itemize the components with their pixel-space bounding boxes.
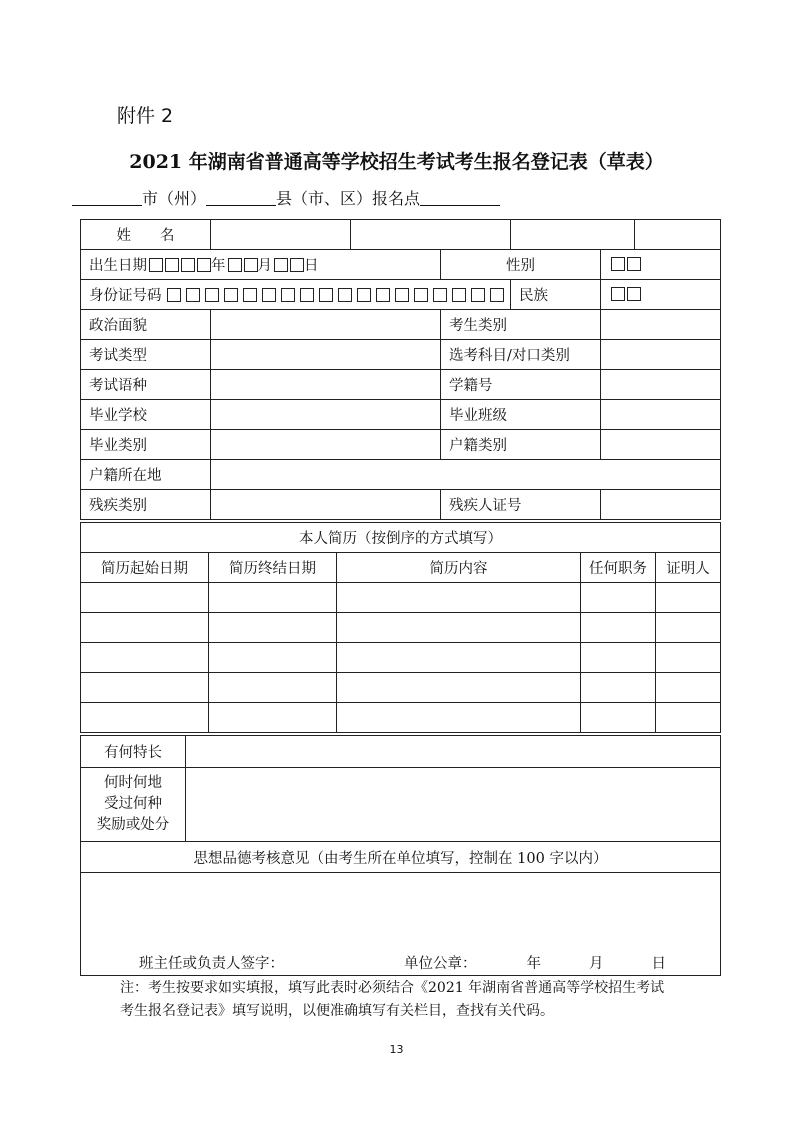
specialty-label: 有何特长 bbox=[81, 736, 186, 768]
resume-cell[interactable] bbox=[81, 673, 209, 703]
digit-box[interactable] bbox=[149, 258, 163, 272]
table-row bbox=[81, 583, 721, 613]
resume-cell[interactable] bbox=[81, 613, 209, 643]
resume-cell[interactable] bbox=[209, 643, 337, 673]
opinion-heading: 思想品德考核意见（由考生所在单位填写，控制在 100 字以内） bbox=[81, 842, 721, 873]
digit-box[interactable] bbox=[490, 288, 504, 302]
resume-cell[interactable] bbox=[656, 643, 721, 673]
unit-seal-label: 单位公章： bbox=[404, 956, 477, 972]
language-field[interactable] bbox=[211, 370, 441, 400]
resume-cell[interactable] bbox=[581, 583, 656, 613]
resume-cell[interactable] bbox=[656, 583, 721, 613]
resume-col-end: 简历终结日期 bbox=[209, 553, 337, 583]
digit-box[interactable] bbox=[165, 258, 179, 272]
resume-cell[interactable] bbox=[581, 703, 656, 733]
gender-label: 性别 bbox=[441, 250, 601, 280]
exam-type-field[interactable] bbox=[211, 340, 441, 370]
resume-cell[interactable] bbox=[337, 613, 581, 643]
footnote-line: 考生报名登记表》填写说明，以便准确填写有关栏目，查找有关代码。 bbox=[120, 1003, 554, 1019]
graduation-type-field[interactable] bbox=[211, 430, 441, 460]
politics-field[interactable] bbox=[211, 310, 441, 340]
resume-cell[interactable] bbox=[581, 643, 656, 673]
digit-box[interactable] bbox=[319, 288, 333, 302]
school-field[interactable] bbox=[211, 400, 441, 430]
info-table bbox=[80, 219, 721, 520]
digit-box[interactable] bbox=[414, 288, 428, 302]
resume-cell[interactable] bbox=[656, 613, 721, 643]
digit-box[interactable] bbox=[627, 257, 641, 271]
disability-type-field[interactable] bbox=[211, 490, 441, 520]
specialty-field[interactable] bbox=[186, 736, 721, 768]
footnote bbox=[120, 977, 720, 1023]
class-label: 毕业班级 bbox=[441, 400, 601, 430]
candidate-type-label: 考生类别 bbox=[441, 310, 601, 340]
digit-box[interactable] bbox=[471, 288, 485, 302]
student-number-label: 学籍号 bbox=[441, 370, 601, 400]
ethnicity-boxes bbox=[601, 280, 721, 310]
resume-cell[interactable] bbox=[337, 583, 581, 613]
resume-cell[interactable] bbox=[209, 673, 337, 703]
awards-label-line: 受过何种 bbox=[104, 796, 162, 812]
disability-cert-label: 残疾人证号 bbox=[441, 490, 601, 520]
teacher-signature-label: 班主任或负责人签字： bbox=[139, 956, 284, 972]
resume-cell[interactable] bbox=[337, 673, 581, 703]
subject-field[interactable] bbox=[601, 340, 721, 370]
name-field[interactable] bbox=[211, 220, 351, 250]
digit-box[interactable] bbox=[281, 288, 295, 302]
awards-label-line: 奖励或处分 bbox=[96, 817, 170, 833]
digit-box[interactable] bbox=[627, 287, 641, 301]
hukou-type-field[interactable] bbox=[601, 430, 721, 460]
resume-cell[interactable] bbox=[656, 703, 721, 733]
resume-table bbox=[80, 522, 721, 733]
digit-box[interactable] bbox=[167, 288, 181, 302]
table-row bbox=[81, 673, 721, 703]
digit-box[interactable] bbox=[300, 288, 314, 302]
table-row bbox=[81, 613, 721, 643]
birth-date-row bbox=[81, 250, 441, 280]
digit-box[interactable] bbox=[433, 288, 447, 302]
resume-cell[interactable] bbox=[581, 673, 656, 703]
name-label: 姓 名 bbox=[81, 220, 211, 250]
birth-date-label: 出生日期 bbox=[89, 258, 147, 274]
month-label: 月 bbox=[257, 258, 272, 274]
name-field-2[interactable] bbox=[351, 220, 511, 250]
resume-cell[interactable] bbox=[81, 643, 209, 673]
name-field-3[interactable] bbox=[511, 220, 635, 250]
exam-type-label: 考试类型 bbox=[81, 340, 211, 370]
signature-month-label: 月 bbox=[589, 956, 604, 972]
resume-cell[interactable] bbox=[209, 703, 337, 733]
county-blank[interactable] bbox=[206, 189, 276, 206]
footnote-line: 注：考生按要求如实填报，填写此表时必须结合《2021 年湖南省普通高等学校招生考试 bbox=[120, 980, 665, 996]
digit-box[interactable] bbox=[262, 288, 276, 302]
politics-label: 政治面貌 bbox=[81, 310, 211, 340]
city-blank[interactable] bbox=[72, 189, 142, 206]
digit-box[interactable] bbox=[181, 258, 195, 272]
year-label: 年 bbox=[211, 258, 226, 274]
resume-col-start: 简历起始日期 bbox=[81, 553, 209, 583]
hukou-place-label: 户籍所在地 bbox=[81, 460, 211, 490]
digit-box[interactable] bbox=[611, 287, 625, 301]
resume-heading: 本人简历（按倒序的方式填写） bbox=[81, 523, 721, 553]
signature-day-label: 日 bbox=[651, 956, 666, 972]
table-row bbox=[81, 703, 721, 733]
city-label: 市（州） bbox=[142, 189, 207, 208]
opinion-field[interactable] bbox=[81, 873, 721, 976]
digit-box[interactable] bbox=[274, 258, 288, 272]
digit-box[interactable] bbox=[244, 258, 258, 272]
form-title: 2021 年湖南省普通高等学校招生考试考生报名登记表（草表） bbox=[129, 151, 664, 173]
disability-type-label: 残疾类别 bbox=[81, 490, 211, 520]
table-row bbox=[81, 643, 721, 673]
signature-year-label: 年 bbox=[526, 956, 541, 972]
class-field[interactable] bbox=[601, 400, 721, 430]
graduation-type-label: 毕业类别 bbox=[81, 430, 211, 460]
digit-box[interactable] bbox=[290, 258, 304, 272]
id-number-row bbox=[81, 280, 511, 310]
resume-col-content: 简历内容 bbox=[337, 553, 581, 583]
disability-cert-field[interactable] bbox=[601, 490, 721, 520]
resume-cell[interactable] bbox=[656, 673, 721, 703]
digit-box[interactable] bbox=[395, 288, 409, 302]
resume-col-witness: 证明人 bbox=[656, 553, 721, 583]
resume-cell[interactable] bbox=[337, 643, 581, 673]
hukou-type-label: 户籍类别 bbox=[441, 430, 601, 460]
resume-cell[interactable] bbox=[337, 703, 581, 733]
digit-box[interactable] bbox=[224, 288, 238, 302]
digit-box[interactable] bbox=[197, 258, 211, 272]
digit-box[interactable] bbox=[338, 288, 352, 302]
ethnicity-label: 民族 bbox=[511, 280, 601, 310]
registration-place-line bbox=[72, 186, 500, 209]
id-number-label: 身份证号码 bbox=[89, 288, 162, 304]
digit-box[interactable] bbox=[611, 257, 625, 271]
digit-box[interactable] bbox=[243, 288, 257, 302]
resume-col-position: 任何职务 bbox=[581, 553, 656, 583]
resume-cell[interactable] bbox=[209, 613, 337, 643]
assessment-table bbox=[80, 735, 721, 976]
digit-box[interactable] bbox=[376, 288, 390, 302]
page-number: 13 bbox=[389, 1043, 404, 1056]
name-field-4[interactable] bbox=[635, 220, 721, 250]
resume-cell[interactable] bbox=[81, 703, 209, 733]
awards-label bbox=[81, 768, 186, 842]
digit-box[interactable] bbox=[452, 288, 466, 302]
awards-field[interactable] bbox=[186, 768, 721, 842]
digit-box[interactable] bbox=[186, 288, 200, 302]
resume-cell[interactable] bbox=[581, 613, 656, 643]
hukou-place-field[interactable] bbox=[211, 460, 721, 490]
gender-boxes bbox=[601, 250, 721, 280]
subject-label: 选考科目/对口类别 bbox=[441, 340, 601, 370]
registration-point-blank[interactable] bbox=[420, 189, 500, 206]
digit-box[interactable] bbox=[357, 288, 371, 302]
day-label: 日 bbox=[304, 258, 319, 274]
county-label: 县（市、区）报名点 bbox=[276, 189, 421, 208]
digit-box[interactable] bbox=[205, 288, 219, 302]
school-label: 毕业学校 bbox=[81, 400, 211, 430]
language-label: 考试语种 bbox=[81, 370, 211, 400]
attachment-label: 附件 2 bbox=[117, 105, 174, 127]
digit-box[interactable] bbox=[228, 258, 242, 272]
student-number-field[interactable] bbox=[601, 370, 721, 400]
resume-cell[interactable] bbox=[81, 583, 209, 613]
resume-cell[interactable] bbox=[209, 583, 337, 613]
awards-label-line: 何时何地 bbox=[104, 775, 162, 791]
candidate-type-field[interactable] bbox=[601, 310, 721, 340]
